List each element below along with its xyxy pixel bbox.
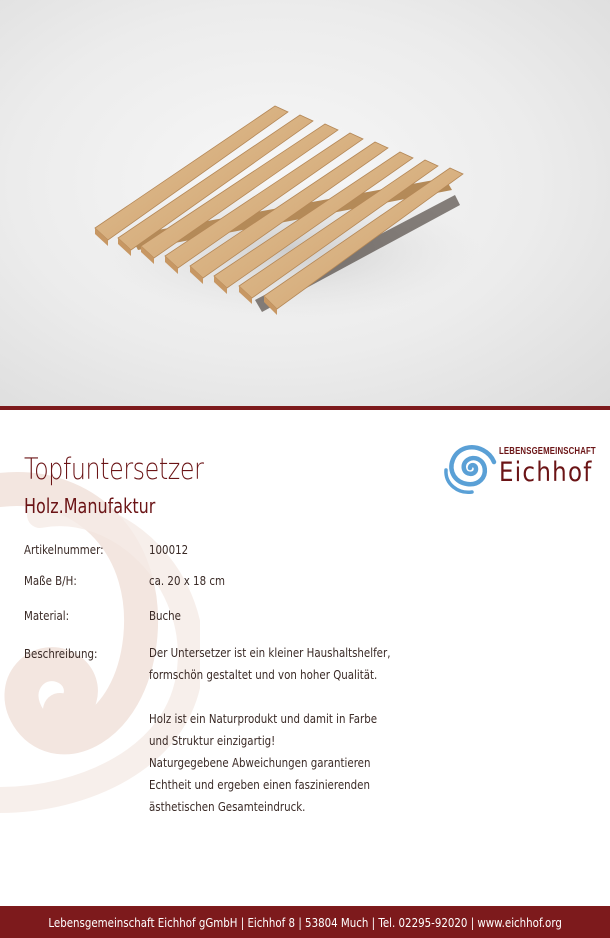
product-subtitle: Holz.Manufaktur bbox=[24, 494, 156, 518]
description-line: formschön gestaltet und von hoher Qualität. bbox=[149, 667, 378, 682]
description-line: Holz ist ein Naturprodukt und damit in Farbe bbox=[149, 711, 378, 726]
description-line: Echtheit und ergeben einen faszinierenden bbox=[149, 777, 370, 792]
spec-value-dimensions: ca. 20 x 18 cm bbox=[149, 573, 225, 588]
spec-value-material: Buche bbox=[149, 608, 181, 623]
spec-label-dimensions: Maße B/H: bbox=[24, 573, 77, 588]
logo-top-text: LEBENSGEMEINSCHAFT bbox=[499, 446, 596, 457]
spec-label-article-number: Artikelnummer: bbox=[24, 542, 104, 557]
description-line: Der Untersetzer ist ein kleiner Haushaltshelfer, bbox=[149, 645, 391, 660]
wooden-trivet-image bbox=[0, 0, 610, 406]
footer-bar bbox=[0, 906, 610, 938]
swirl-logo-icon bbox=[440, 440, 500, 496]
product-title: Topfuntersetzer bbox=[24, 452, 204, 486]
eichhof-logo bbox=[440, 440, 610, 496]
description-line: und Struktur einzigartig! bbox=[149, 733, 276, 748]
description-line bbox=[149, 686, 390, 708]
spec-value-article-number: 100012 bbox=[149, 542, 189, 557]
description-line: Naturgegebene Abweichungen garantieren bbox=[149, 755, 371, 770]
product-description bbox=[149, 642, 390, 818]
footer-contact-text: Lebensgemeinschaft Eichhof gGmbH | Eichhof 8 | 53804 Much | Tel. 02295-92020 | www.eichhof.org bbox=[48, 914, 562, 930]
logo-main-text: Eichhof bbox=[499, 457, 593, 488]
product-photo bbox=[0, 0, 610, 406]
header-divider bbox=[0, 406, 610, 410]
spec-label-description: Beschreibung: bbox=[24, 646, 98, 661]
spec-label-material: Material: bbox=[24, 608, 70, 623]
description-line: ästhetischen Gesamteindruck. bbox=[149, 799, 306, 814]
